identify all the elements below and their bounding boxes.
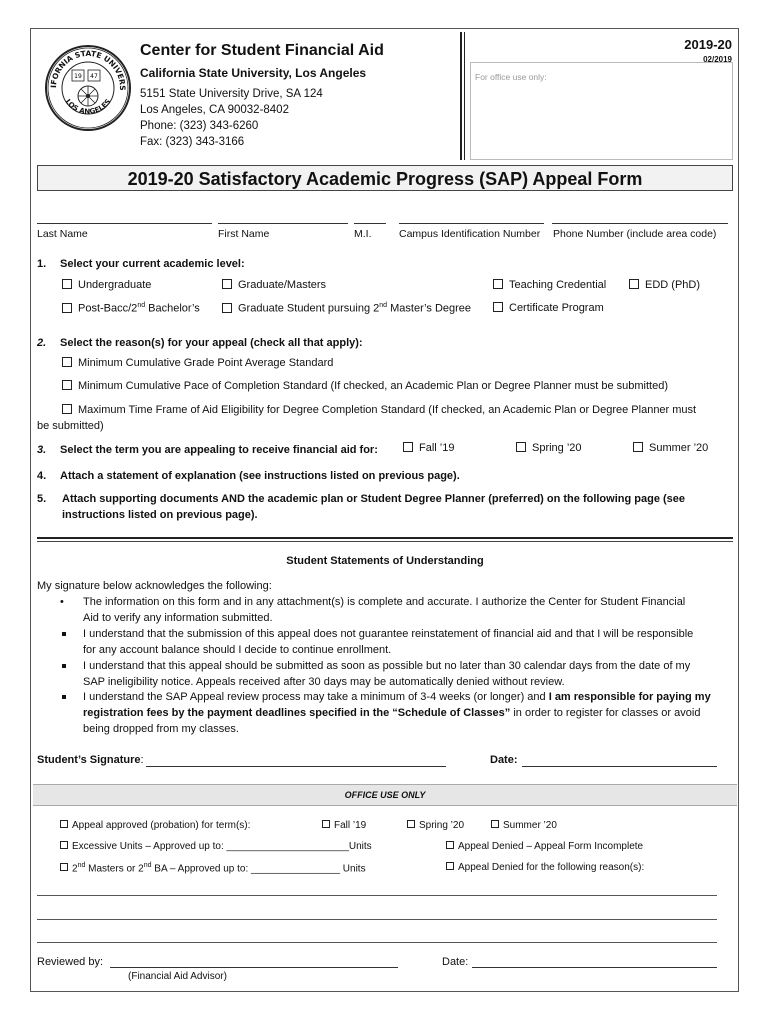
statement-1-line-2: Aid to verify any information submitted. [83, 612, 273, 624]
statement-4-line-3: being dropped from my classes. [83, 723, 239, 735]
option-label: Fall ’19 [419, 442, 455, 454]
office-date-field[interactable] [472, 967, 717, 968]
checkbox[interactable] [491, 820, 499, 828]
option-certificate[interactable] [493, 302, 604, 314]
office-date-label: Date: [442, 956, 469, 968]
statement-3-line-1: I understand that this appeal should be submitted as soon as possible but no later than 30 calendar days from the date of my [83, 660, 691, 672]
office-use-band [33, 784, 737, 806]
office-use-heading: OFFICE USE ONLY [344, 790, 426, 800]
last-name-field[interactable] [37, 223, 212, 224]
superscript: nd [379, 302, 388, 309]
office-approved[interactable] [60, 820, 250, 831]
bullet-square [62, 632, 66, 636]
office-summer[interactable] [491, 820, 557, 831]
option-label: Maximum Time Frame of Aid Eligibility for Degree Completion Standard (If checked, an Academic Plan or Degree Planner must [78, 404, 697, 416]
reason-pace[interactable] [62, 380, 668, 392]
phone-label: Phone Number (include area code) [553, 228, 717, 240]
superscript: nd [137, 302, 146, 309]
header-divider-thin [464, 32, 465, 160]
fax: Fax: (323) 343-3166 [140, 136, 245, 148]
reason-max-timeframe-cont: be submitted) [37, 420, 104, 432]
statement-4-bold: I am responsible for paying my [548, 691, 711, 703]
checkbox[interactable] [633, 442, 643, 452]
checkbox[interactable] [446, 862, 454, 870]
date-label: Date: [490, 754, 518, 766]
term-fall[interactable] [403, 442, 454, 454]
option-label: Minimum Cumulative Pace of Completion Standard (If checked, an Academic Plan or Degree Planner must be submitted) [78, 380, 669, 392]
address-line-1: 5151 State University Drive, SA 124 [140, 88, 323, 100]
advisor-caption: (Financial Aid Advisor) [128, 971, 227, 982]
checkbox[interactable] [446, 841, 454, 849]
option-label: Fall ’19 [334, 820, 367, 831]
seal-year-right: 47 [90, 73, 98, 80]
signature-field[interactable] [146, 766, 446, 767]
statement-4-line-2 [83, 707, 700, 719]
checkbox[interactable] [403, 442, 413, 452]
checkbox[interactable] [629, 279, 639, 289]
header-divider [460, 32, 462, 160]
option-label: Summer ’20 [503, 820, 557, 831]
reason-gpa[interactable] [62, 357, 333, 369]
checkbox[interactable] [407, 820, 415, 828]
option-teaching-credential[interactable] [493, 279, 606, 291]
option-label: Undergraduate [78, 279, 152, 291]
option-postbacc[interactable] [62, 302, 200, 315]
reviewed-by-field[interactable] [110, 967, 398, 968]
first-name-field[interactable] [218, 223, 348, 224]
q2-label: Select the reason(s) for your appeal (check all that apply): [60, 337, 363, 349]
section-divider [37, 537, 733, 539]
svg-text:CALIFORNIA STATE UNIVERSITY [44, 44, 127, 91]
checkbox[interactable] [60, 841, 68, 849]
reason-line-1[interactable] [37, 895, 717, 896]
q1-label: Select your current academic level: [60, 258, 245, 270]
option-label: Graduate/Masters [238, 279, 327, 291]
campus-id-field[interactable] [399, 223, 544, 224]
address-line-2: Los Angeles, CA 90032-8402 [140, 104, 289, 116]
checkbox[interactable] [62, 279, 72, 289]
checkbox[interactable] [222, 279, 232, 289]
office-use-box [470, 62, 733, 160]
q3-number: 3. [37, 444, 47, 456]
signature-label [37, 754, 144, 766]
superscript: nd [77, 862, 86, 869]
university-seal [44, 44, 132, 132]
checkbox[interactable] [516, 442, 526, 452]
seal-year-left: 19 [74, 73, 82, 80]
option-label: Appeal approved (probation) for term(s): [72, 820, 251, 831]
option-label: 2 [72, 863, 78, 875]
option-undergraduate[interactable] [62, 279, 151, 291]
bullet-square [62, 664, 66, 668]
last-name-label: Last Name [37, 228, 88, 240]
date-field[interactable] [522, 766, 717, 767]
university-name: California State University, Los Angeles [140, 66, 367, 80]
checkbox[interactable] [222, 303, 232, 313]
campus-id-label: Campus Identification Number [399, 228, 541, 240]
form-year: 2019-20 [684, 37, 732, 52]
option-label: Certificate Program [509, 302, 604, 314]
option-label: Spring ’20 [532, 442, 582, 454]
phone: Phone: (323) 343-6260 [140, 120, 259, 132]
option-label: Spring ’20 [419, 820, 465, 831]
mi-label: M.I. [354, 228, 372, 240]
statements-intro: My signature below acknowledges the following: [37, 580, 272, 592]
checkbox[interactable] [60, 820, 68, 828]
q1-number: 1. [37, 258, 47, 270]
option-label: BA – Approved up to: ________________ Units [151, 863, 366, 875]
statement-4-text: in order to register for classes or avoid [510, 707, 701, 719]
office-second-masters[interactable] [60, 862, 366, 874]
seal-bottom-text: LOS ANGELES [63, 97, 113, 116]
office-spring[interactable] [407, 820, 464, 831]
term-summer[interactable] [633, 442, 708, 454]
checkbox[interactable] [62, 357, 72, 367]
office-excessive-units[interactable] [60, 841, 372, 852]
statement-4-text: I understand the SAP Appeal review process may take a minimum of 3-4 weeks (or longer) and [83, 691, 549, 703]
form-revision-date: 02/2019 [703, 55, 732, 64]
option-label: Minimum Cumulative Grade Point Average Standard [78, 357, 334, 369]
reviewed-by-label: Reviewed by: [37, 956, 104, 968]
checkbox[interactable] [62, 303, 72, 313]
option-label: Teaching Credential [509, 279, 607, 291]
form-title: 2019-20 Satisfactory Academic Progress (SAP) Appeal Form [127, 169, 643, 189]
statement-4-line-1 [83, 691, 711, 703]
statement-3-line-2: SAP ineligibility notice. Appeals received after 30 days may be automatically denied without review. [83, 676, 565, 688]
mi-field[interactable] [354, 223, 386, 224]
center-name: Center for Student Financial Aid [140, 42, 384, 59]
reason-line-2[interactable] [37, 919, 717, 920]
bullet-square [62, 695, 66, 699]
q5-line-1: Attach supporting documents AND the academic plan or Student Degree Planner (preferred) on the following page (see [62, 493, 686, 505]
option-edd[interactable] [629, 279, 700, 291]
q4-label: Attach a statement of explanation (see instructions listed on previous page). [60, 470, 460, 482]
bullet-dot: • [60, 596, 64, 608]
q5-number: 5. [37, 493, 47, 505]
checkbox[interactable] [62, 380, 72, 390]
q2-number: 2. [37, 337, 47, 349]
option-label: Appeal Denied – Appeal Form Incomplete [458, 841, 644, 852]
reason-line-3[interactable] [37, 942, 717, 943]
seal-graphic [44, 44, 132, 132]
statement-1-line-1: The information on this form and in any attachment(s) is complete and accurate. I authorize the Center for Student Financial [83, 596, 686, 608]
signature-label-text: Student’s Signature [37, 754, 141, 766]
superscript: nd [143, 862, 152, 869]
checkbox[interactable] [62, 404, 72, 414]
checkbox[interactable] [493, 279, 503, 289]
option-label: EDD (PhD) [645, 279, 701, 291]
signature-colon: : [140, 754, 144, 766]
term-spring[interactable] [516, 442, 582, 454]
statements-heading: Student Statements of Understanding [286, 555, 484, 567]
section-divider-thin [37, 541, 733, 542]
q3-label: Select the term you are appealing to receive financial aid for: [60, 444, 378, 456]
option-graduate-second-masters[interactable] [222, 302, 471, 315]
office-denied-incomplete[interactable] [446, 841, 643, 852]
option-label-end: Master’s Degree [387, 302, 472, 315]
option-label: Summer ’20 [649, 442, 709, 454]
option-label: Excessive Units – Approved up to: ______________________Units [72, 841, 372, 852]
reason-max-timeframe[interactable] [62, 404, 696, 416]
checkbox[interactable] [493, 302, 503, 312]
statement-4-bold: registration fees by the payment deadlines specified in the “Schedule of Classes” [83, 707, 511, 719]
option-label: Post-Bacc/2 [78, 302, 138, 315]
checkbox[interactable] [60, 863, 68, 871]
office-denied-reasons[interactable] [446, 862, 644, 873]
phone-field[interactable] [552, 223, 728, 224]
office-use-label: For office use only: [475, 72, 547, 82]
first-name-label: First Name [218, 228, 270, 240]
statement-2-line-2: for any account balance should I decide to continue enrollment. [83, 644, 392, 656]
option-graduate[interactable] [222, 279, 326, 291]
q5-line-2: instructions listed on previous page). [62, 509, 258, 521]
office-fall[interactable] [322, 820, 366, 831]
option-label: Graduate Student pursuing 2 [238, 302, 380, 315]
option-label: Appeal Denied for the following reason(s): [458, 862, 645, 873]
q4-number: 4. [37, 470, 47, 482]
option-label: Masters or 2 [85, 863, 144, 875]
statement-2-line-1: I understand that the submission of this appeal does not guarantee reinstatement of financial aid and that I will be responsible [83, 628, 694, 640]
form-title-box [37, 165, 733, 191]
seal-top-text: IFORNIA STATE UNIVERS [48, 48, 128, 91]
checkbox[interactable] [322, 820, 330, 828]
option-label-end: Bachelor’s [145, 302, 200, 315]
